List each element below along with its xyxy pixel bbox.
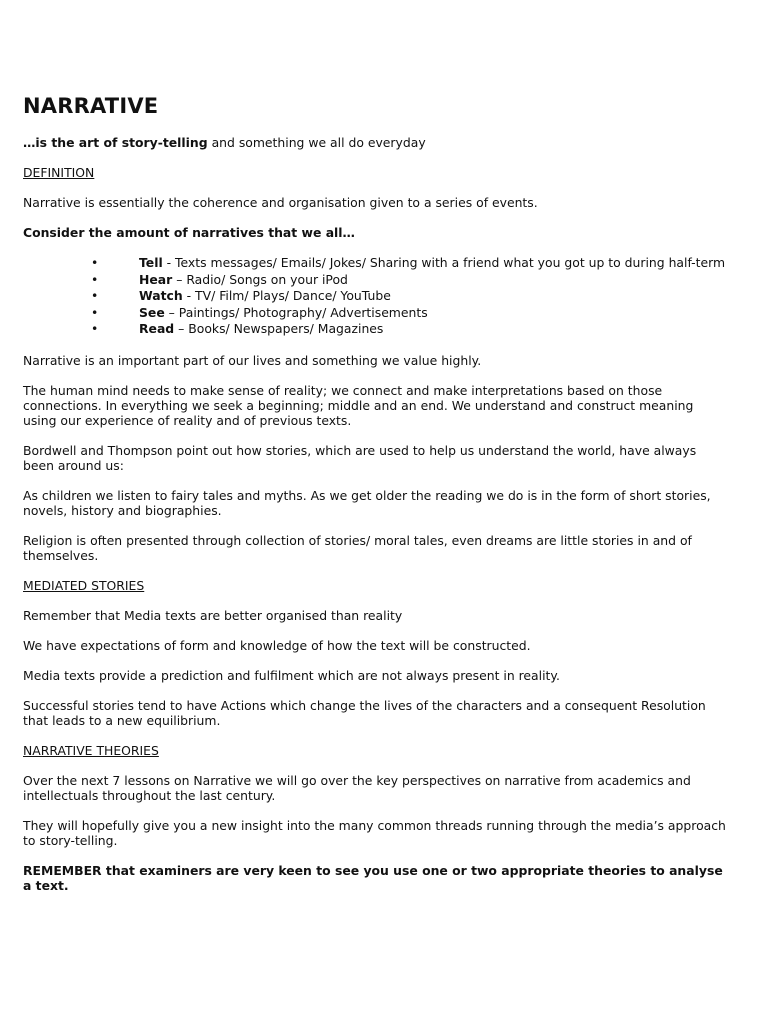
bullet-text: - TV/ Film/ Plays/ Dance/ YouTube (182, 288, 391, 303)
bullet-marker: • (91, 271, 99, 287)
bullet-text: – Books/ Newspapers/ Magazines (174, 321, 384, 336)
bullet-text: - Texts messages/ Emails/ Jokes/ Sharing with a friend what you got up to during half-term (162, 255, 726, 270)
bullet-text: – Radio/ Songs on your iPod (172, 271, 348, 287)
body-paragraph: Remember that Media texts are better organised than reality (23, 607, 403, 623)
body-paragraph: Media texts provide a prediction and fulfilment which are not always present in reality. (23, 667, 560, 683)
body-paragraph: As children we listen to fairy tales and myths. As we get older the reading we do is in the form of short stories, novels, history and biographies. (23, 487, 711, 518)
consider-bold: Consider the amount of narratives that we all… (23, 225, 355, 240)
body-paragraph: We have expectations of form and knowledge of how the text will be constructed. (23, 637, 531, 653)
remember-bold: REMEMBER that examiners are very keen to see you use one or two appropriate theories to analyse a text. (23, 862, 723, 893)
bullet-marker: • (91, 304, 99, 320)
bullet-term: See (139, 304, 165, 320)
body-paragraph: They will hopefully give you a new insight into the many common threads running through the media’s approach to story-telling. (23, 817, 726, 848)
mediated-stories-heading: MEDIATED STORIES (23, 577, 145, 593)
remember-paragraph (23, 863, 728, 893)
list-item (23, 305, 728, 322)
body-paragraph: Successful stories tend to have Actions which change the lives of the characters and a consequent Resolution that leads to a new equilibrium. (23, 697, 706, 728)
bullet-term: Tell (139, 255, 163, 270)
body-paragraph: Religion is often presented through collection of stories/ moral tales, even dreams are little stories in and of themselves. (23, 532, 692, 563)
narrative-theories-heading: NARRATIVE THEORIES (23, 742, 159, 758)
bullet-term: Read (139, 321, 175, 336)
list-item (23, 288, 728, 305)
bullet-term: Hear (139, 271, 173, 287)
definition-text: Narrative is essentially the coherence and organisation given to a series of events. (23, 195, 538, 210)
list-item (23, 272, 728, 289)
consider-text (23, 225, 728, 240)
intro-bold: …is the art of story-telling (23, 135, 208, 150)
list-item (23, 255, 728, 272)
list-item (23, 321, 728, 338)
bullet-term: Watch (139, 288, 183, 303)
intro-paragraph (23, 135, 728, 150)
definition-heading: DEFINITION (23, 165, 95, 180)
body-paragraph: Narrative is an important part of our lives and something we value highly. (23, 352, 482, 368)
body-paragraph: The human mind needs to make sense of reality; we connect and make interpretations based on those connections. In everything we seek a beginning; middle and an end. We understand and construct meaning using our experience of reality and of previous texts. (23, 382, 694, 428)
bullet-text: – Paintings/ Photography/ Advertisements (164, 304, 428, 320)
body-paragraph: Bordwell and Thompson point out how stories, which are used to help us understand the world, have always been around us: (23, 442, 697, 473)
bullet-marker: • (91, 321, 99, 336)
intro-rest: and something we all do everyday (207, 135, 426, 150)
bullet-marker: • (91, 255, 99, 270)
narrative-bullet-list (23, 255, 728, 338)
body-paragraph: Over the next 7 lessons on Narrative we will go over the key perspectives on narrative from academics and intellectuals throughout the last century. (23, 772, 691, 803)
document-title: NARRATIVE (23, 94, 159, 118)
bullet-marker: • (91, 288, 99, 303)
